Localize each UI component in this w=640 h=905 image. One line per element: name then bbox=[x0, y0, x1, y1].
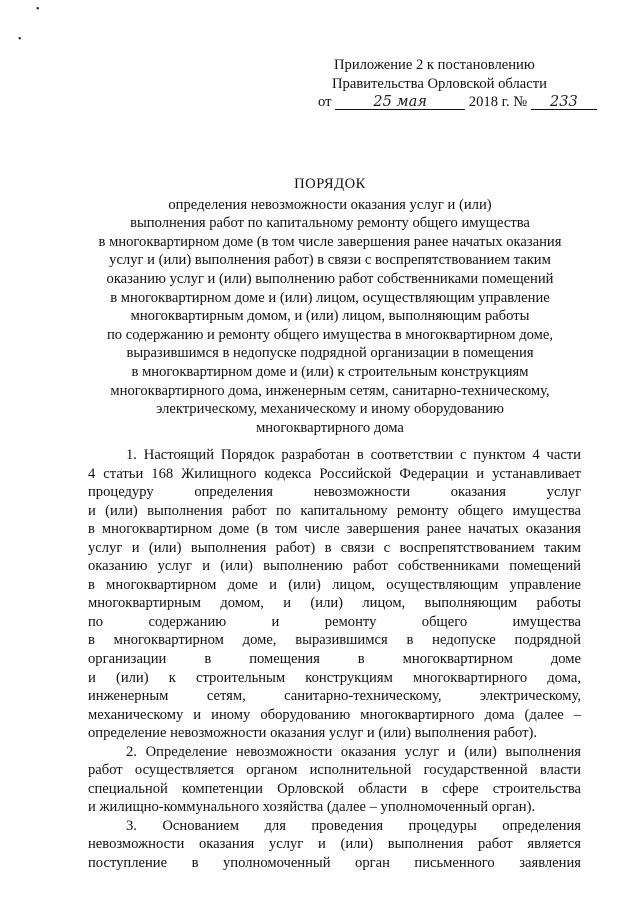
government-line: Правительства Орловской области bbox=[332, 75, 547, 92]
title-line: электрическому, механическому и иному оборудованию bbox=[156, 401, 504, 418]
paragraph-line: механическому и иному оборудованию многоквартирного дома (далее – bbox=[88, 706, 581, 723]
paragraph-line: 1. Настоящий Порядок разработан в соответствии с пунктом 4 части bbox=[126, 447, 581, 463]
paragraph-line: и (или) к строительным конструкциям многоквартирного дома, bbox=[88, 669, 581, 686]
appendix-header bbox=[318, 56, 598, 112]
paragraph-line: инженерным сетям, санитарно-техническому, электрическому, bbox=[88, 688, 581, 705]
title-line: многоквартирного дома, инженерным сетям, санитарно-техническому, bbox=[110, 382, 550, 399]
paragraph-line: в многоквартирном доме и (или) лицом, осуществляющим управление bbox=[88, 576, 581, 593]
title-line: выразившимся в недопуске подрядной организации в помещения bbox=[126, 345, 534, 362]
year-and-number-label: 2018 г. № bbox=[468, 94, 528, 110]
paragraph-3 bbox=[88, 817, 581, 873]
title-line: оказанию услуг и (или) выполнению работ собственниками помещений bbox=[106, 270, 554, 287]
paragraph-line: оказанию услуг и (или) выполнению работ собственниками помещений bbox=[88, 558, 581, 575]
handwritten-date: 25 мая bbox=[335, 95, 465, 110]
title-line: определения невозможности оказания услуг и (или) bbox=[168, 196, 492, 213]
scan-dot-mark: • bbox=[18, 34, 22, 45]
paragraph-line: и жилищно-коммунального хозяйства (далее – уполномоченный орган). bbox=[88, 799, 536, 816]
paragraph-1 bbox=[88, 446, 581, 743]
document-title bbox=[60, 175, 600, 437]
paragraph-line: невозможности оказания услуг и (или) выполнения работ является bbox=[88, 836, 581, 853]
title-line: в многоквартирном доме и (или) к строительным конструкциям bbox=[131, 363, 529, 380]
paragraph-line: процедуру определения невозможности оказания услуг bbox=[88, 484, 581, 501]
paragraph-line: организации в помещения в многоквартирном доме bbox=[88, 651, 581, 668]
scan-dot-mark: • bbox=[36, 4, 40, 15]
title-line: многоквартирным домом, и (или) лицом, выполняющим работы bbox=[130, 308, 530, 325]
title-line: по содержанию и ремонту общего имущества в многоквартирном доме, bbox=[106, 326, 554, 343]
document-body bbox=[88, 446, 581, 873]
handwritten-number: 233 bbox=[531, 95, 597, 110]
paragraph-line: по содержанию и ремонту общего имущества bbox=[88, 613, 581, 630]
paragraph-line: 3. Основанием для проведения процедуры определения bbox=[126, 817, 581, 834]
title-heading: ПОРЯДОК bbox=[294, 176, 366, 192]
paragraph-line: многоквартирным домом, и (или) лицом, выполняющим работы bbox=[88, 595, 581, 612]
title-line: в многоквартирном доме и (или) лицом, осуществляющим управление bbox=[110, 289, 550, 306]
date-prefix: от bbox=[318, 94, 332, 110]
paragraph-line: в многоквартирном доме, выразившимся в недопуске подрядной bbox=[88, 632, 581, 649]
paragraph-line: поступление в уполномоченный орган письменного заявления bbox=[88, 855, 581, 872]
paragraph-2 bbox=[88, 743, 581, 817]
title-line: в многоквартирном доме (в том числе завершения ранее начатых оказания bbox=[98, 233, 562, 250]
paragraph-line: и (или) выполнения работ по капитальному ремонту общего имущества bbox=[88, 502, 581, 519]
title-line: выполнения работ по капитальному ремонту общего имущества bbox=[130, 215, 530, 232]
paragraph-line: услуг и (или) выполнения работ) в связи с воспрепятствованием таким bbox=[88, 539, 581, 556]
paragraph-line: работ осуществляется органом исполнительной государственной власти bbox=[88, 762, 581, 779]
appendix-line: Приложение 2 к постановлению bbox=[334, 57, 535, 73]
title-line: многоквартирного дома bbox=[256, 419, 404, 436]
paragraph-line: в многоквартирном доме (в том числе завершения ранее начатых оказания bbox=[88, 521, 581, 538]
paragraph-line: 2. Определение невозможности оказания услуг и (или) выполнения bbox=[126, 743, 581, 760]
paragraph-line: специальной компетенции Орловской области в сфере строительства bbox=[88, 780, 581, 797]
date-number-line bbox=[318, 93, 598, 112]
title-line: услуг и (или) выполнения работ) в связи с воспрепятствованием таким bbox=[109, 252, 551, 269]
paragraph-line: определение невозможности оказания услуг и (или) выполнения работ). bbox=[88, 725, 537, 742]
paragraph-line: 4 статьи 168 Жилищного кодекса Российской Федерации и устанавливает bbox=[88, 465, 581, 482]
